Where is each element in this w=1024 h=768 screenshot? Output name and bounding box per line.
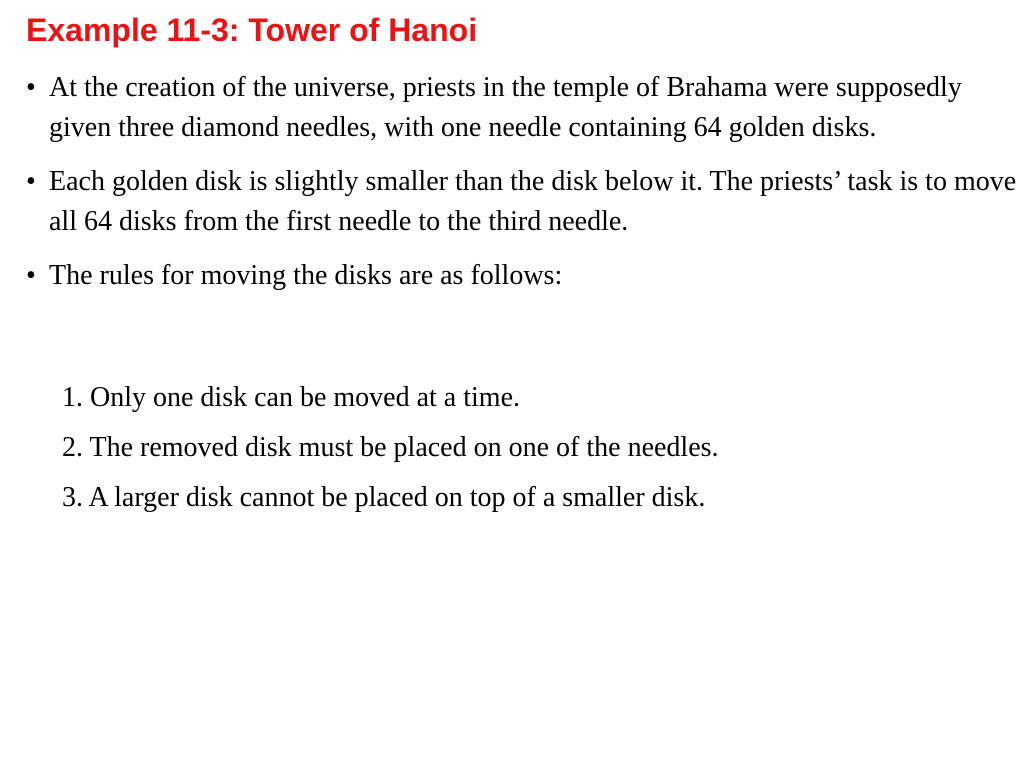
bullet-item xyxy=(26,256,1022,296)
rules-list xyxy=(62,378,1002,528)
rule-item: 2. The removed disk must be placed on one of the needles. xyxy=(62,432,719,463)
bullet-list xyxy=(26,68,1022,310)
bullet-text: The rules for moving the disks are as follows: xyxy=(49,260,563,291)
bullet-text: At the creation of the universe, priests in the temple of Brahama were supposedly given three diamond needles, with one needle containing 64 golden disks. xyxy=(49,72,962,143)
bullet-icon: • xyxy=(26,260,36,291)
bullet-item xyxy=(26,68,1022,148)
bullet-item xyxy=(26,162,1022,242)
bullet-text: Each golden disk is slightly smaller than the disk below it. The priests’ task is to move all 64 disks from the first needle to the third needle. xyxy=(49,166,1017,237)
bullet-icon: • xyxy=(26,72,36,103)
slide-title: Example 11-3: Tower of Hanoi xyxy=(26,12,478,48)
bullet-icon: • xyxy=(26,166,36,197)
rule-item: 3. A larger disk cannot be placed on top of a smaller disk. xyxy=(62,482,706,513)
rule-item: 1. Only one disk can be moved at a time. xyxy=(62,382,520,413)
